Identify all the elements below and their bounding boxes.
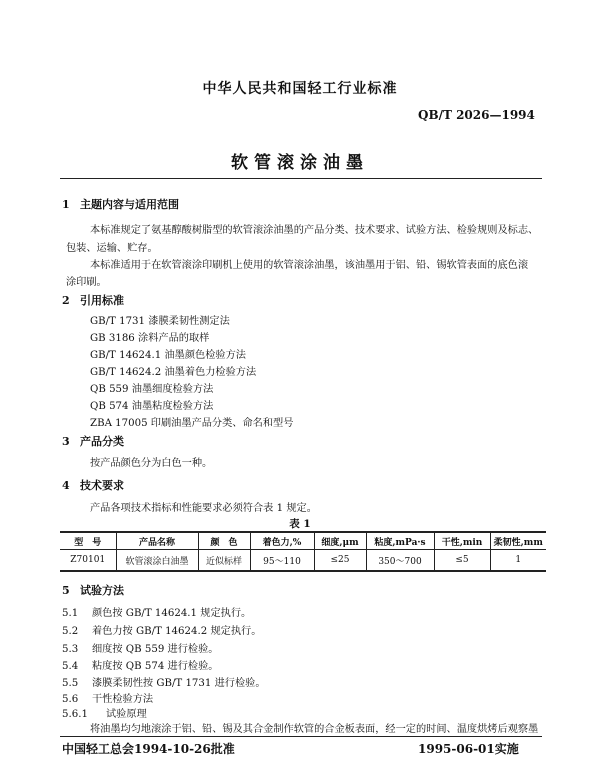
reference-item: GB/T 1731 漆膜柔韧性测定法 (90, 316, 230, 327)
table-caption: 表 1 (289, 518, 311, 530)
table-cell: ≤5 (434, 550, 490, 572)
test-method-item: 5.6 干性检验方法 (62, 694, 154, 705)
table-header-cell: 着色力,% (250, 532, 314, 550)
table-cell: 近似标样 (198, 550, 250, 572)
reference-item: GB/T 14624.1 油墨颜色检验方法 (90, 350, 246, 361)
table-header-cell: 粘度,mPa·s (366, 532, 434, 550)
table-cell: 1 (490, 550, 546, 572)
table-cell: Z70101 (60, 550, 116, 572)
section-5-heading: 5 试验方法 (62, 584, 124, 597)
reference-item: GB 3186 涂料产品的取样 (90, 333, 210, 344)
section-4-heading: 4 技术要求 (62, 479, 124, 492)
table-header-cell: 产品名称 (116, 532, 198, 550)
spec-table (60, 531, 546, 572)
table-header-cell: 细度,μm (314, 532, 366, 550)
test-method-item: 5.1 颜色按 GB/T 14624.1 规定执行。 (62, 608, 252, 619)
test-method-item: 5.3 细度按 QB 559 进行检验。 (62, 644, 219, 655)
table-header-cell: 干性,min (434, 532, 490, 550)
test-method-item: 5.5 漆膜柔韧性按 GB/T 1731 进行检验。 (62, 678, 266, 689)
section-5-last-line: 将油墨均匀地滚涂于铝、铅、锡及其合金制作软管的合金板表面，经一定的时间、温度烘烤后观察墨 (90, 724, 539, 735)
top-rule (60, 178, 542, 179)
table-header-cell: 柔韧性,mm (490, 532, 546, 550)
footer-rule (60, 736, 542, 737)
section-1-para2-line1: 本标准适用于在软管滚涂印刷机上使用的软管滚涂油墨，该油墨用于铝、铅、锡软管表面的底色滚 (90, 260, 529, 271)
document-title: 软管滚涂油墨 (231, 153, 369, 173)
section-1-heading: 1 主题内容与适用范围 (62, 198, 179, 211)
implementation-date: 1995-06-01实施 (418, 742, 519, 756)
section-1-para2-line2: 涂印刷。 (66, 277, 107, 288)
table-row (60, 550, 546, 572)
section-3-heading: 3 产品分类 (62, 435, 124, 448)
test-method-item: 5.2 着色力按 GB/T 14624.2 规定执行。 (62, 626, 262, 637)
test-method-item: 5.4 粘度按 QB 574 进行检验。 (62, 661, 219, 672)
table-header-cell: 型 号 (60, 532, 116, 550)
section-4-text: 产品各项技术指标和性能要求必须符合表 1 规定。 (90, 503, 317, 514)
table-cell: ≤25 (314, 550, 366, 572)
test-method-item: 5.6.1 试验原理 (62, 709, 147, 720)
standard-header: 中华人民共和国轻工行业标准 (202, 81, 398, 97)
reference-item: GB/T 14624.2 油墨着色力检验方法 (90, 367, 257, 378)
table-header-cell: 颜 色 (198, 532, 250, 550)
section-1-para1-line1: 本标准规定了氨基醇酸树脂型的软管滚涂油墨的产品分类、技术要求、试验方法、检验规则及标志、 (90, 225, 539, 236)
table-header-row (60, 532, 546, 550)
section-3-text: 按产品颜色分为白色一种。 (90, 458, 213, 469)
section-1-para1-line2: 包装、运输、贮存。 (66, 243, 158, 254)
table-cell: 95～110 (250, 550, 314, 572)
approval-date: 中国轻工总会1994-10-26批准 (62, 742, 235, 756)
section-2-heading: 2 引用标准 (62, 294, 124, 307)
reference-item: QB 559 油墨细度检验方法 (90, 384, 214, 395)
table-cell: 350～700 (366, 550, 434, 572)
reference-item: ZBA 17005 印刷油墨产品分类、命名和型号 (90, 418, 294, 429)
standard-code: QB/T 2026—1994 (418, 108, 535, 122)
table-cell: 软管滚涂白油墨 (116, 550, 198, 572)
reference-item: QB 574 油墨粘度检验方法 (90, 401, 214, 412)
